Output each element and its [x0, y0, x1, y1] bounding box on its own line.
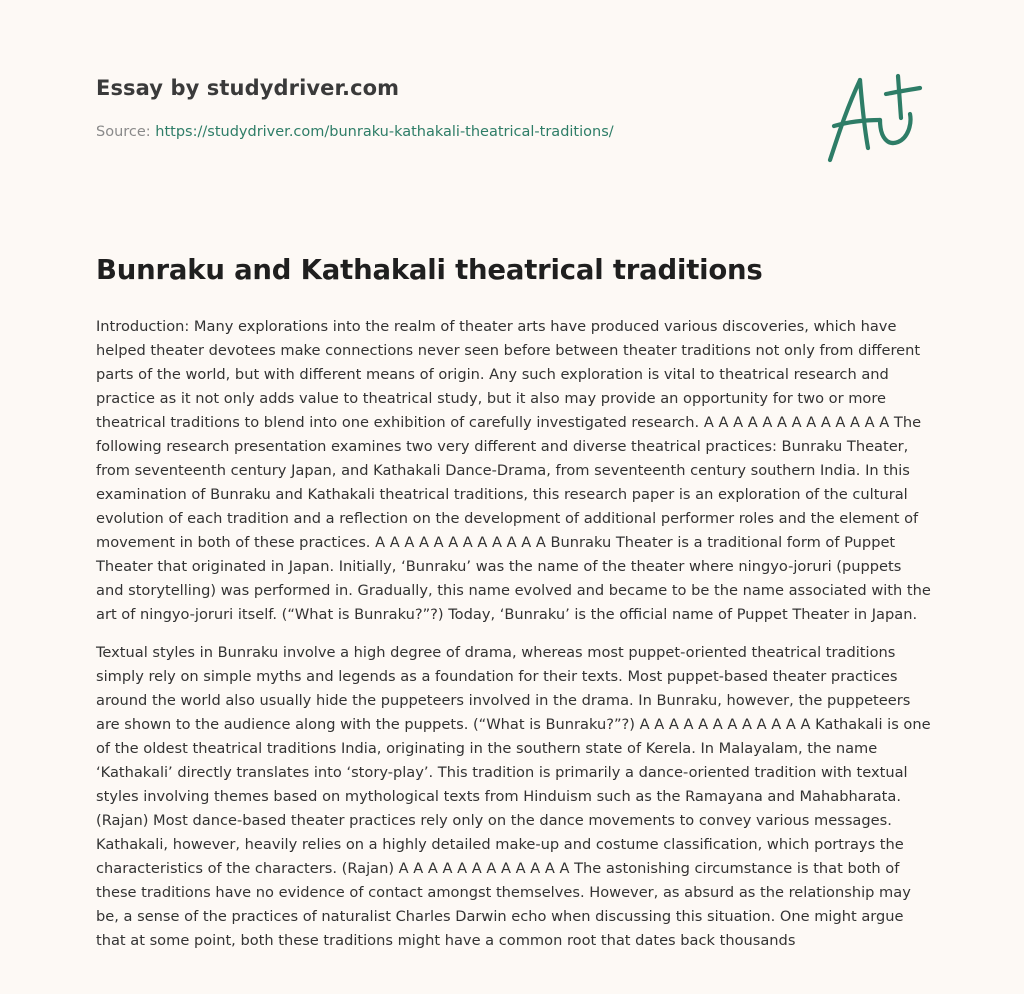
essay-paragraph: Introduction: Many explorations into the realm of theater arts have produced various discoveries, which have helped theater devotees make connections never seen before between theater traditions not only from different parts of the world, but with different means of origin. Any such exploration is vital to theatrical research and practice as it not only adds value to theatrical study, but it also may provide an opportunity for two or more theatrical traditions to blend into one exhibition of carefully investigated research. A A A A A A A A A A A A A The following research presentation examines two very different and diverse theatrical practices: Bunraku Theater, from seventeenth century Japan, and Kathakali Dance-Drama, from seventeenth century southern India. In this examination of Bunraku and Kathakali theatrical traditions, this research paper is an exploration of the cultural evolution of each tradition and a reflection on the development of additional performer roles and the element of movement in both of these practices. A A A A A A A A A A A A Bunraku Theater is a traditional form of Puppet Theater that originated in Japan. Initially, ‘Bunraku’ was the name of the theater where ningyo-joruri (puppets and storytelling) was performed in. Gradually, this name evolved and became to be the name associated with the art of ningyo-joruri itself. (“What is Bunraku?”?) Today, ‘Bunraku’ is the official name of Puppet Theater in Japan.	[96, 318, 931, 623]
source-line	[96, 124, 614, 140]
essay-title: Bunraku and Kathakali theatrical traditions	[96, 254, 763, 286]
source-label: Source:	[96, 124, 151, 140]
a-plus-grade-icon	[820, 68, 930, 168]
essay-body	[96, 315, 931, 967]
brand-title: Essay by studydriver.com	[96, 76, 400, 100]
source-link[interactable]: https://studydriver.com/bunraku-kathakali-theatrical-traditions/	[155, 124, 614, 140]
essay-paragraph: Textual styles in Bunraku involve a high degree of drama, whereas most puppet-oriented theatrical traditions simply rely on simple myths and legends as a foundation for their texts. Most puppet-based theater practices around the world also usually hide the puppeteers involved in the drama. In Bunraku, however, the puppeteers are shown to the audience along with the puppets. (“What is Bunraku?”?) A A A A A A A A A A A A Kathakali is one of the oldest theatrical traditions India, originating in the southern state of Kerela. In Malayalam, the name ‘Kathakali’ directly translates into ‘story-play’. This tradition is primarily a dance-oriented tradition with textual styles involving themes based on mythological texts from Hinduism such as the Ramayana and Mahabharata. (Rajan) Most dance-based theater practices rely only on the dance movements to convey various messages. Kathakali, however, heavily relies on a highly detailed make-up and costume classification, which portrays the characteristics of the characters. (Rajan) A A A A A A A A A A A A The astonishing circumstance is that both of these traditions have no evidence of contact amongst themselves. However, as absurd as the relationship may be, a sense of the practices of naturalist Charles Darwin echo when discussing this situation. One might argue that at some point, both these traditions might have a common root that dates back thousands	[96, 644, 931, 949]
